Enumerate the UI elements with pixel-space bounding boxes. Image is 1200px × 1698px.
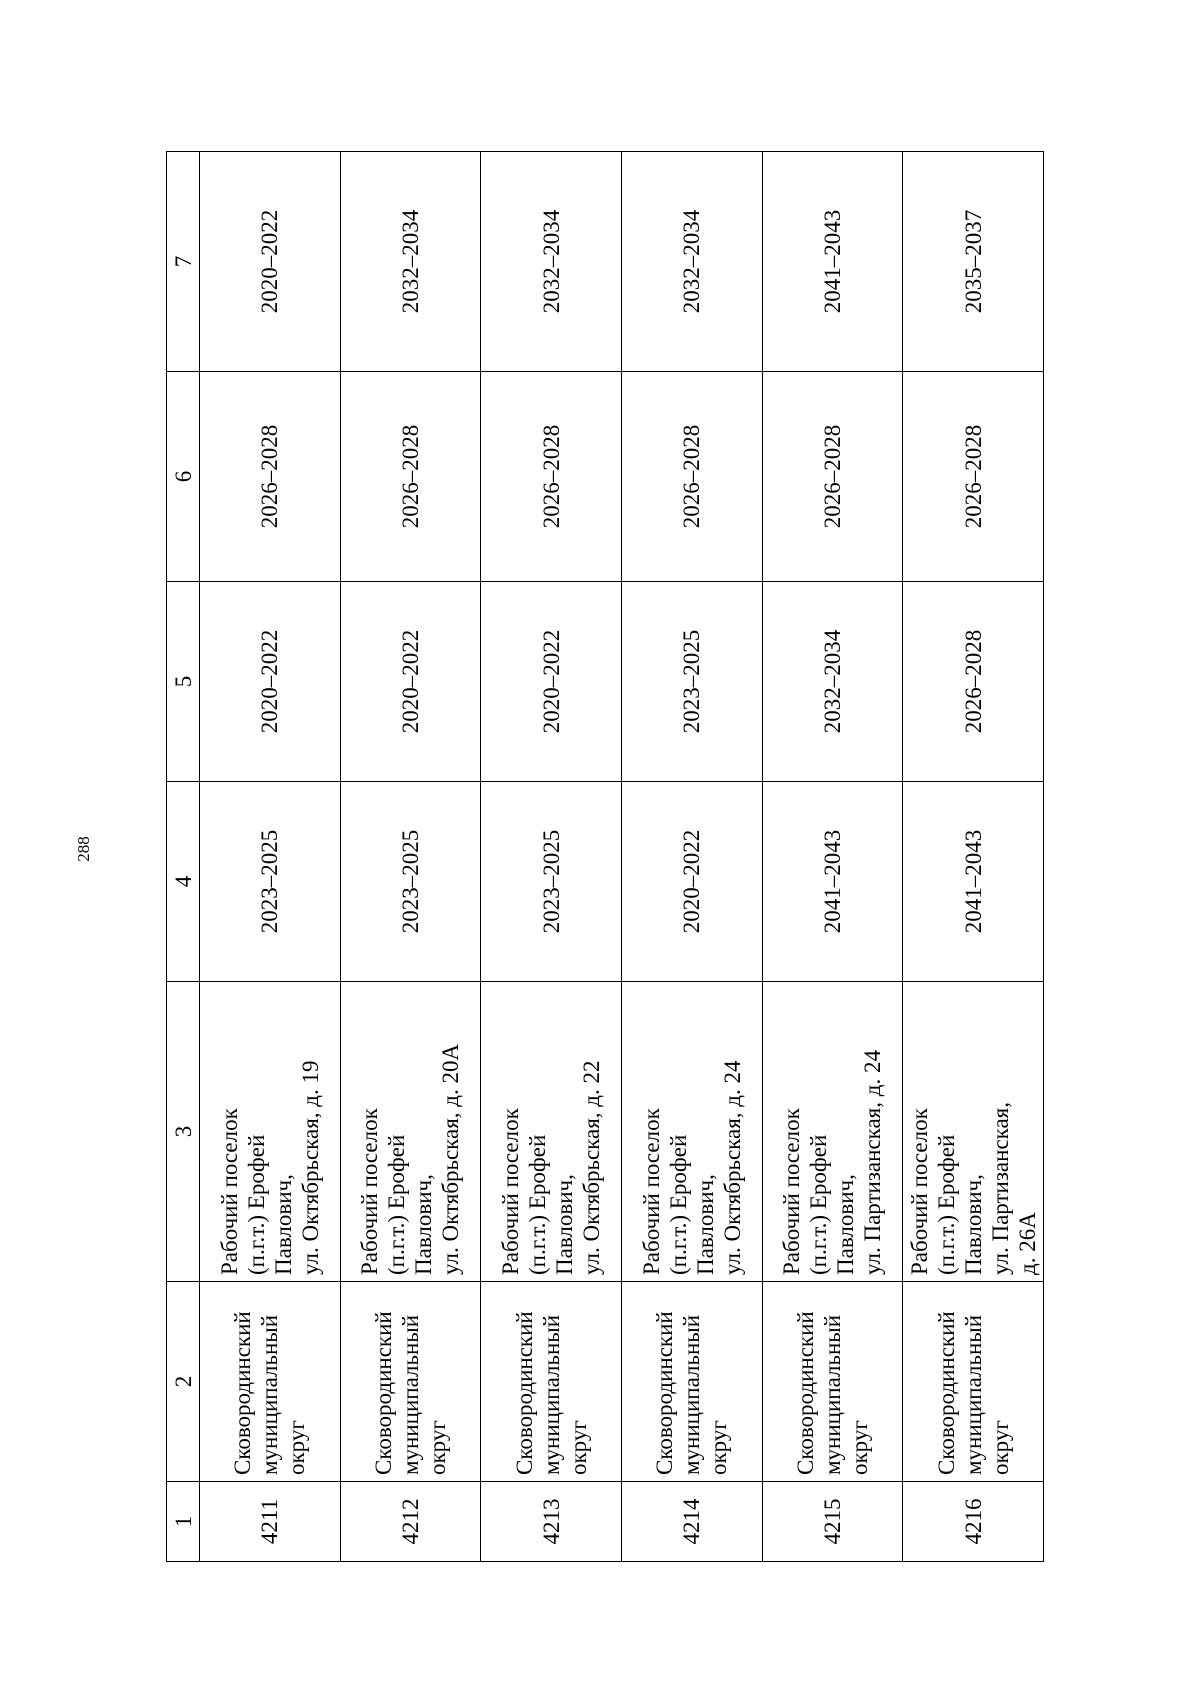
column-number: 7 <box>167 152 200 372</box>
period-cell-col4: 2041–2043 <box>762 782 903 982</box>
column-number: 1 <box>167 1482 200 1562</box>
period-cell-col5: 2032–2034 <box>762 582 903 782</box>
address-line: (п.г.т.) Ерофей <box>243 1134 269 1275</box>
page-number: 288 <box>74 836 93 862</box>
table-row <box>903 152 1044 1562</box>
district-line: округ <box>424 1420 450 1475</box>
district-cell <box>200 1282 341 1482</box>
district-cell <box>903 1282 1044 1482</box>
address-cell <box>340 982 481 1282</box>
address-cell <box>481 982 622 1282</box>
column-number: 3 <box>167 982 200 1282</box>
address-cell <box>903 982 1044 1282</box>
record-number-cell: 4215 <box>762 1482 903 1562</box>
period-cell-col6: 2026–2028 <box>903 372 1044 582</box>
period-cell-col7: 2032–2034 <box>481 152 622 372</box>
record-number-cell: 4211 <box>200 1482 341 1562</box>
column-number: 4 <box>167 782 200 982</box>
record-number-cell: 4214 <box>621 1482 762 1562</box>
address-line: (п.г.т.) Ерофей <box>525 1134 551 1275</box>
district-line: Сковородинский <box>933 1311 959 1475</box>
district-line: муниципальный <box>679 1314 705 1475</box>
address-line: Рабочий поселок <box>357 1108 383 1275</box>
district-line: муниципальный <box>257 1314 283 1475</box>
district-line: округ <box>846 1420 872 1475</box>
column-number: 5 <box>167 582 200 782</box>
table-row <box>481 152 622 1562</box>
district-line: округ <box>284 1420 310 1475</box>
period-cell-col6: 2026–2028 <box>762 372 903 582</box>
period-cell-col4: 2041–2043 <box>903 782 1044 982</box>
period-cell-col7: 2041–2043 <box>762 152 903 372</box>
district-cell <box>340 1282 481 1482</box>
period-cell-col5: 2020–2022 <box>340 582 481 782</box>
record-number-cell: 4213 <box>481 1482 622 1562</box>
table-container <box>166 152 1044 1562</box>
table-row <box>762 152 903 1562</box>
district-line: муниципальный <box>397 1314 423 1475</box>
district-line: муниципальный <box>538 1314 564 1475</box>
period-cell-col7: 2035–2037 <box>903 152 1044 372</box>
district-line: Сковородинский <box>652 1311 678 1475</box>
period-cell-col5: 2023–2025 <box>621 582 762 782</box>
district-line: округ <box>987 1420 1013 1475</box>
address-cell <box>621 982 762 1282</box>
address-line: Павлович, <box>960 1174 986 1275</box>
address-line: Павлович, <box>411 1174 437 1275</box>
period-cell-col4: 2023–2025 <box>481 782 622 982</box>
period-cell-col4: 2023–2025 <box>340 782 481 982</box>
period-cell-col6: 2026–2028 <box>200 372 341 582</box>
address-line: ул. Октябрьская, д. 19 <box>297 1060 323 1275</box>
period-cell-col4: 2020–2022 <box>621 782 762 982</box>
record-number-cell: 4216 <box>903 1482 1044 1562</box>
period-cell-col5: 2026–2028 <box>903 582 1044 782</box>
period-cell-col7: 2032–2034 <box>621 152 762 372</box>
address-line: ул. Партизанская, <box>987 1101 1013 1275</box>
address-line: (п.г.т.) Ерофей <box>806 1134 832 1275</box>
period-cell-col6: 2026–2028 <box>340 372 481 582</box>
district-line: Сковородинский <box>230 1311 256 1475</box>
district-line: Сковородинский <box>792 1311 818 1475</box>
address-line: (п.г.т.) Ерофей <box>933 1134 959 1275</box>
address-line: ул. Октябрьская, д. 24 <box>719 1060 745 1275</box>
column-number-row <box>167 152 200 1562</box>
register-table <box>166 151 1044 1562</box>
table-row <box>200 152 341 1562</box>
column-number: 6 <box>167 372 200 582</box>
period-cell-col7: 2020–2022 <box>200 152 341 372</box>
address-line: (п.г.т.) Ерофей <box>384 1134 410 1275</box>
period-cell-col7: 2032–2034 <box>340 152 481 372</box>
address-line: ул. Октябрьская, д. 22 <box>579 1060 605 1275</box>
address-line: Рабочий поселок <box>906 1108 932 1275</box>
district-line: округ <box>565 1420 591 1475</box>
district-cell <box>621 1282 762 1482</box>
address-line: Павлович, <box>552 1174 578 1275</box>
address-line: Павлович, <box>833 1174 859 1275</box>
address-line: Рабочий поселок <box>779 1108 805 1275</box>
district-line: Сковородинский <box>370 1311 396 1475</box>
table-row <box>340 152 481 1562</box>
period-cell-col6: 2026–2028 <box>481 372 622 582</box>
district-line: округ <box>706 1420 732 1475</box>
district-cell <box>762 1282 903 1482</box>
address-line: Павлович, <box>692 1174 718 1275</box>
period-cell-col4: 2023–2025 <box>200 782 341 982</box>
address-line: Рабочий поселок <box>638 1108 664 1275</box>
column-number: 2 <box>167 1282 200 1482</box>
address-cell <box>762 982 903 1282</box>
table-body <box>200 152 1044 1562</box>
address-line: Рабочий поселок <box>216 1108 242 1275</box>
address-cell <box>200 982 341 1282</box>
district-line: муниципальный <box>819 1314 845 1475</box>
period-cell-col5: 2020–2022 <box>200 582 341 782</box>
address-line: Рабочий поселок <box>498 1108 524 1275</box>
address-line: (п.г.т.) Ерофей <box>665 1134 691 1275</box>
table-header <box>167 152 200 1562</box>
district-line: муниципальный <box>960 1314 986 1475</box>
record-number-cell: 4212 <box>340 1482 481 1562</box>
table-row <box>621 152 762 1562</box>
district-cell <box>481 1282 622 1482</box>
address-line: ул. Октябрьская, д. 20А <box>438 1043 464 1275</box>
period-cell-col5: 2020–2022 <box>481 582 622 782</box>
address-line: ул. Партизанская, д. 24 <box>860 1050 886 1275</box>
district-line: Сковородинский <box>511 1311 537 1475</box>
address-line: д. 26А <box>1014 1212 1040 1275</box>
period-cell-col6: 2026–2028 <box>621 372 762 582</box>
address-line: Павлович, <box>270 1174 296 1275</box>
